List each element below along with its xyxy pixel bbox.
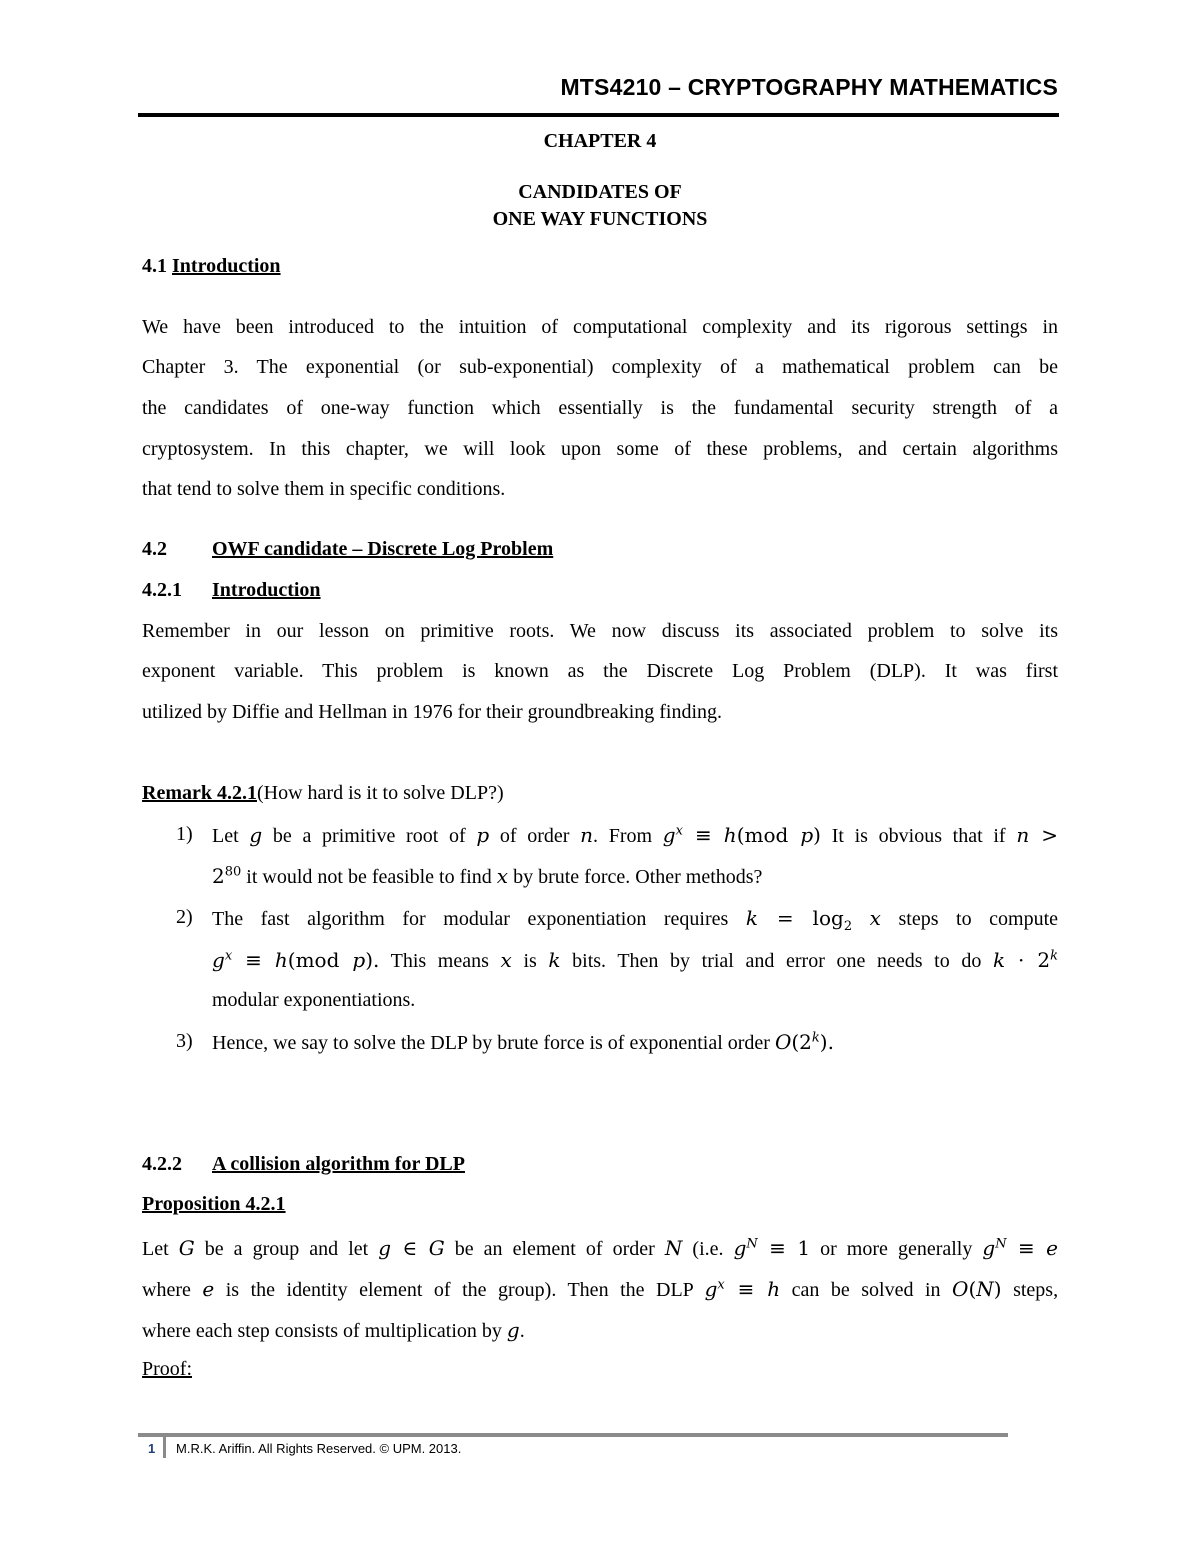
footer-rule (138, 1433, 1008, 1437)
section-4-2-number: 4.2 (142, 538, 167, 560)
paragraph-line: exponent variable. This problem is known as the Discrete Log Problem (DLP). It was first (142, 660, 1058, 682)
list-item-line: Hence, we say to solve the DLP by brute force is of exponential order O(2$^k$). (212, 1030, 834, 1054)
paragraph-line: utilized by Diffie and Hellman in 1976 for their groundbreaking finding. (142, 701, 723, 723)
section-4-2-2-title: A collision algorithm for DLP (212, 1153, 465, 1175)
section-4-1-heading (142, 255, 281, 278)
paragraph-line: cryptosystem. In this chapter, we will look upon some of these problems, and certain algorithms (142, 438, 1058, 460)
footer-divider (163, 1436, 166, 1458)
proposition-line: where e is the identity element of the group). Then the DLP $g^x \equiv h$ can be solved in O(N) steps, (142, 1277, 1059, 1301)
list-item-line: The fast algorithm for modular exponentiation requires $k = \log_2 x$ steps to compute (212, 906, 1059, 934)
page-number: 1 (148, 1441, 156, 1456)
section-title: Introduction (172, 255, 281, 277)
proof-label: Proof: (142, 1358, 192, 1380)
list-number: 3) (176, 1030, 193, 1052)
list-item-line: $2^{80}$ it would not be feasible to find x by brute force. Other methods? (212, 864, 763, 888)
footer-copyright: M.R.K. Ariffin. All Rights Reserved. © UPM. 2013. (176, 1441, 462, 1456)
paragraph-line: the candidates of one-way function which essentially is the fundamental security strength of a (142, 397, 1058, 419)
list-item-line: $g^x \equiv h(mod$ p). This means x is k bits. Then by trial and error one needs to do $k \cdot 2^k$ (212, 948, 1059, 972)
list-number: 1) (176, 823, 193, 845)
paragraph-line: Chapter 3. The exponential (or sub-exponential) complexity of a mathematical problem can be (142, 356, 1058, 378)
header-rule (138, 113, 1059, 117)
section-4-2-1-title: Introduction (212, 579, 321, 601)
chapter-title-line1: CANDIDATES OF (518, 181, 682, 203)
chapter-title-line2: ONE WAY FUNCTIONS (492, 208, 708, 230)
chapter-number: CHAPTER 4 (543, 130, 657, 152)
proposition-label: Proposition 4.2.1 (142, 1193, 286, 1215)
remark-label: Remark 4.2.1 (142, 782, 257, 804)
list-number: 2) (176, 906, 193, 928)
paragraph-line: Remember in our lesson on primitive roots. We now discuss its associated problem to solve its (142, 620, 1058, 642)
section-number: 4.1 (142, 255, 167, 277)
section-4-2-1-number: 4.2.1 (142, 579, 182, 601)
list-item-line: Let g be a primitive root of p of order n. From $g^x \equiv h(mod$ p) It is obvious that if n > (212, 823, 1059, 847)
section-4-2-title: OWF candidate – Discrete Log Problem (212, 538, 554, 560)
paragraph-line: We have been introduced to the intuition of computational complexity and its rigorous settings in (142, 316, 1058, 338)
proposition-line: Let G be a group and let g ∈ G be an element of order N (i.e. $g^N \equiv 1$ or more generally $g^N \equiv e$ (142, 1236, 1059, 1260)
list-item-line: modular exponentiations. (212, 989, 416, 1011)
remark-question: (How hard is it to solve DLP?) (256, 782, 504, 804)
proposition-line: where each step consists of multiplication by g. (142, 1318, 525, 1342)
paragraph-line: that tend to solve them in specific conditions. (142, 478, 506, 500)
header-title: MTS4210 – CRYPTOGRAPHY MATHEMATICS (560, 74, 1058, 100)
section-4-2-2-number: 4.2.2 (142, 1153, 182, 1175)
remark-heading (142, 782, 504, 805)
